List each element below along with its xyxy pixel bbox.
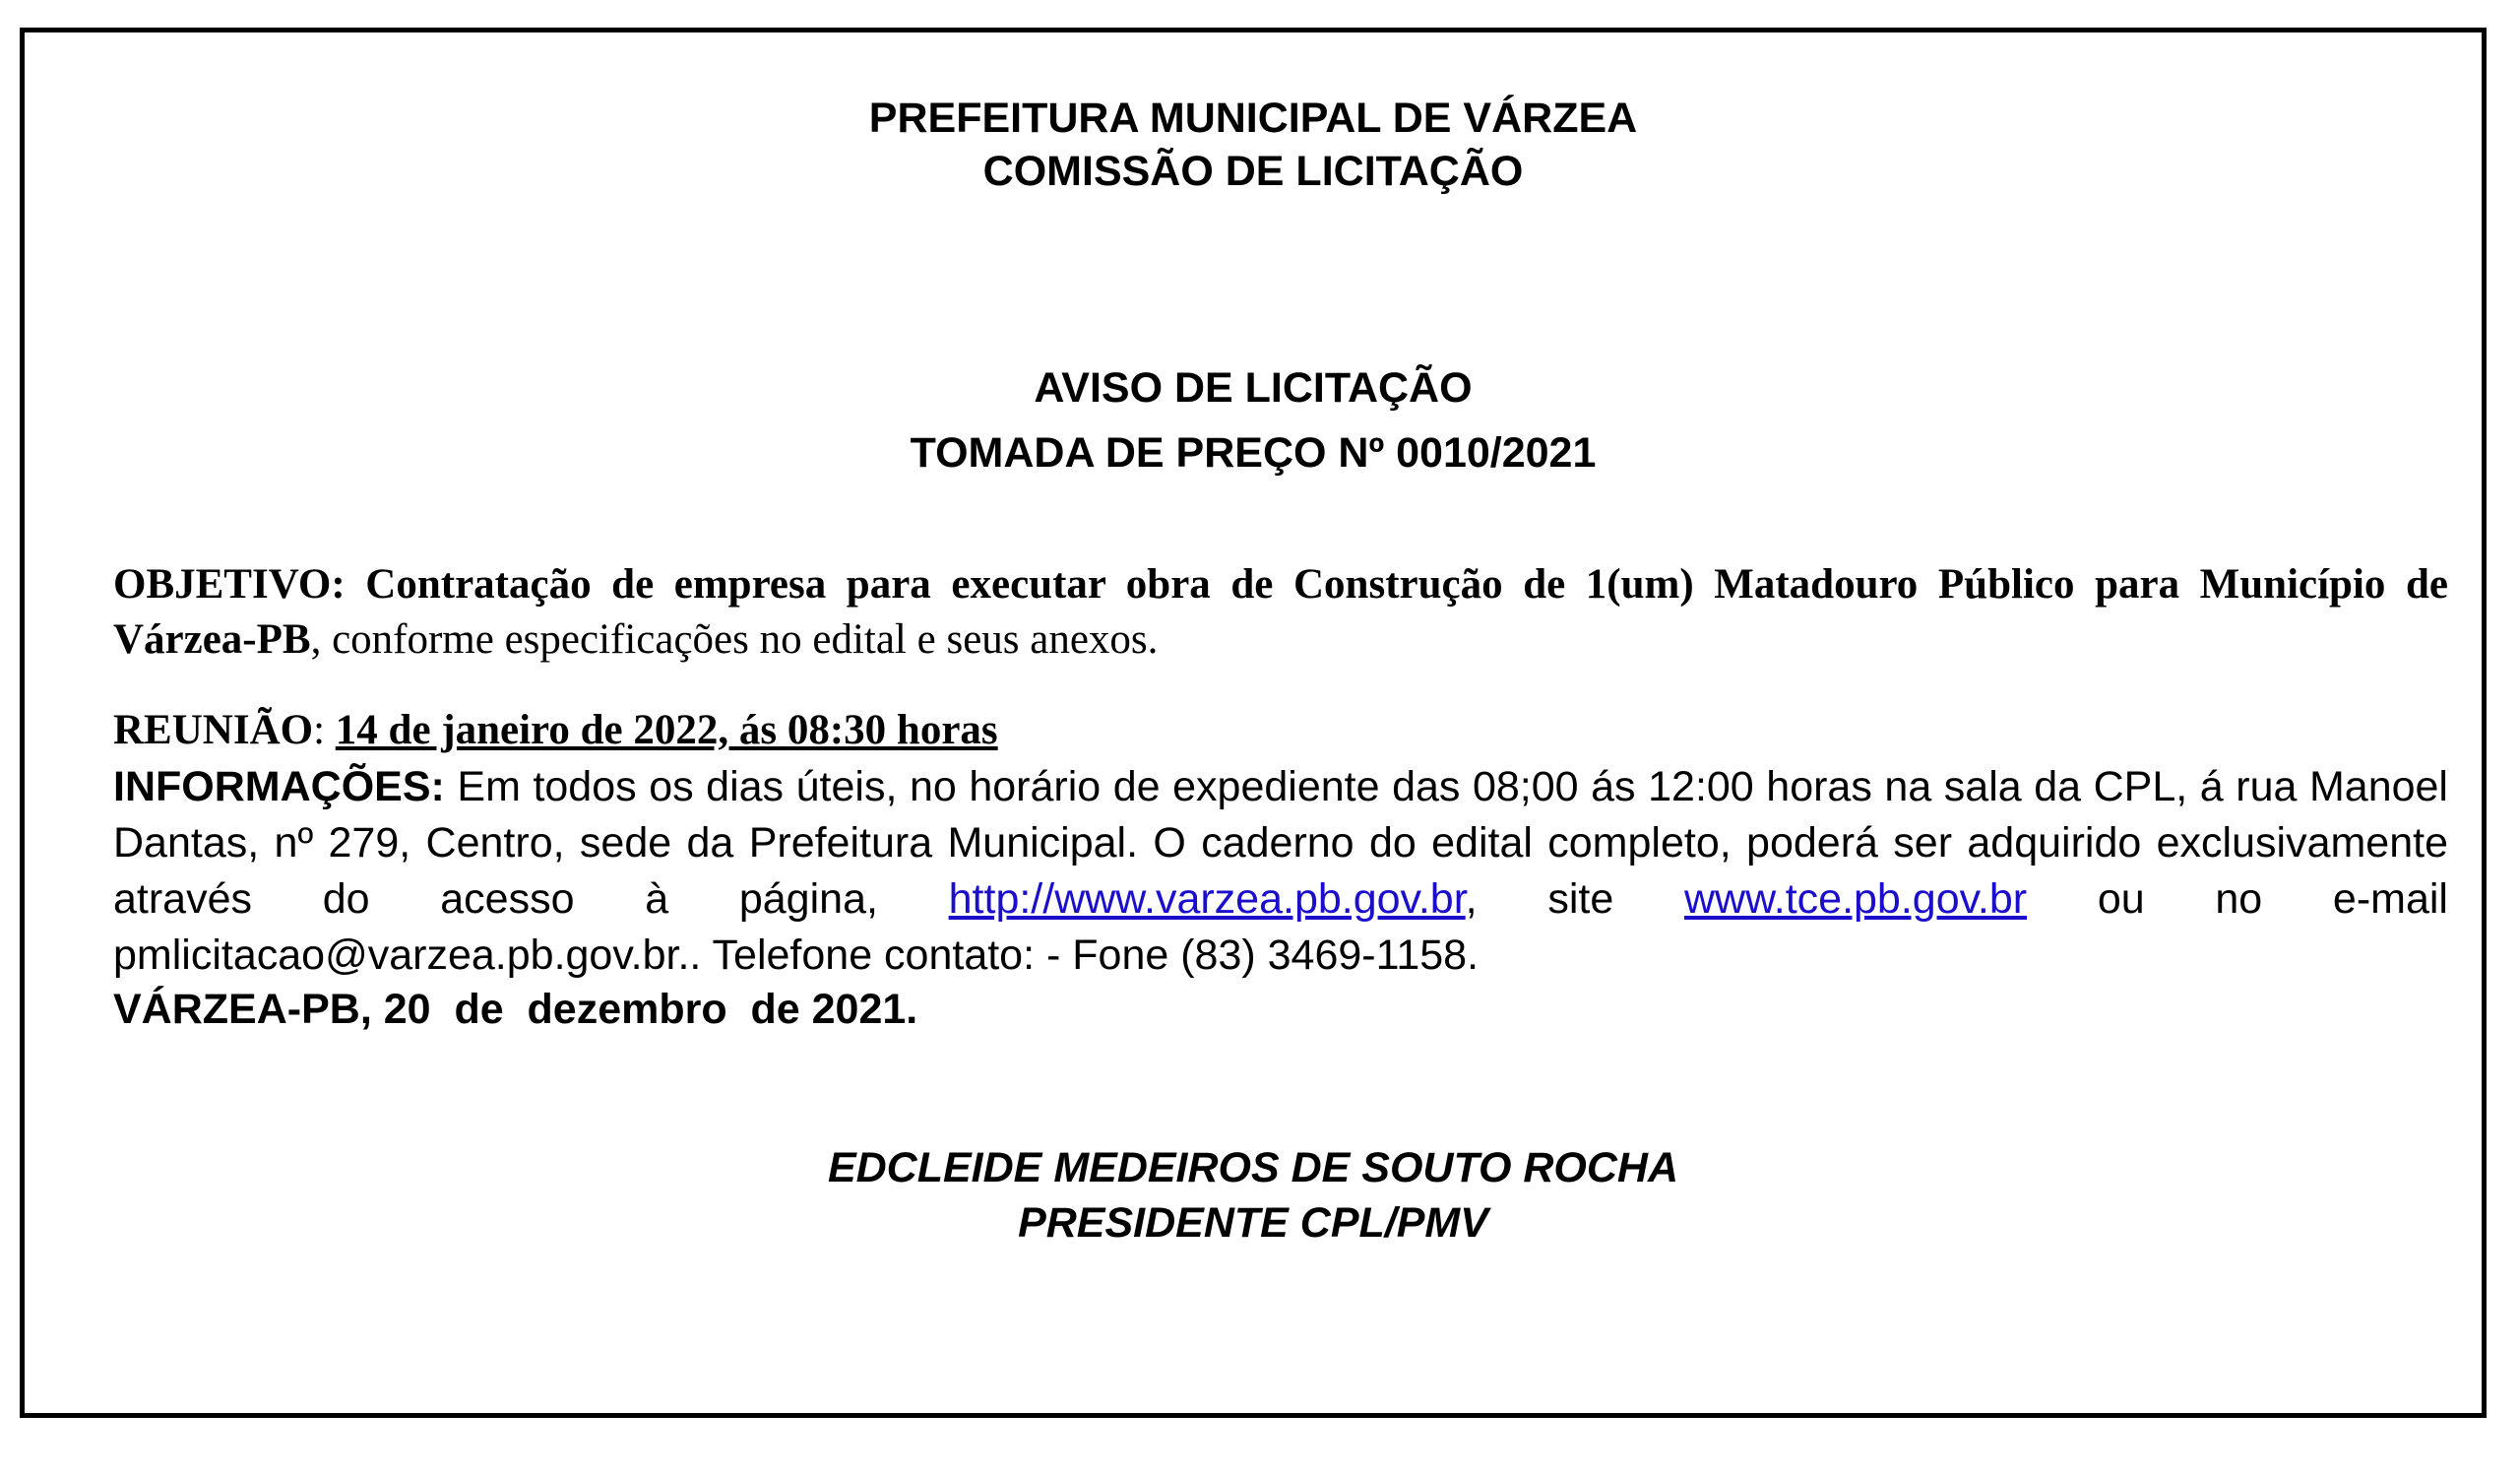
notice-frame: [20, 28, 2487, 1418]
meeting-datetime: 14 de janeiro de 2022, ás 08:30 horas: [335, 707, 998, 753]
notice-title: AVISO DE LICITAÇÃO: [1034, 364, 1473, 412]
objective-label: OBJETIVO:: [113, 561, 346, 608]
place-date-line: VÁRZEA-PB, 20 de dezembro de 2021.: [113, 986, 918, 1033]
objective-normal-text: , conforme especificações no edital e seus anexos.: [310, 616, 1159, 663]
tce-site-link[interactable]: www.tce.pb.gov.br: [1683, 875, 2028, 923]
info-paragraph: [113, 759, 2448, 984]
meeting-separator: :: [313, 707, 336, 753]
varzea-site-link[interactable]: http://www.varzea.pb.gov.br: [948, 875, 1466, 923]
info-text-1: Em todos os dias úteis, no horário de expediente das 08;00 ás 12:00 horas na sala da CPL, á rua Manoel Dantas, nº 279, Centro, sede da Prefeitura Municipal. O caderno do edital completo, poderá ser adquirido exclusivamente através do acesso à página,: [113, 763, 2448, 923]
header-commission: COMISSÃO DE LICITAÇÃO: [982, 148, 1524, 195]
header-municipality: PREFEITURA MUNICIPAL DE VÁRZEA: [868, 95, 1638, 142]
objective-paragraph: [113, 557, 2448, 668]
objective-bold-text: Contratação de empresa para executar obra de Construção de 1(um) Matadouro Público para Município de Várzea-PB: [113, 561, 2449, 663]
signatory-role: PRESIDENTE CPL/PMV: [1018, 1199, 1488, 1247]
info-label: INFORMAÇÕES:: [113, 763, 445, 810]
meeting-paragraph: [113, 703, 2448, 758]
meeting-label: REUNIÃO: [113, 707, 314, 753]
notice-subtitle: TOMADA DE PREÇO Nº 0010/2021: [910, 429, 1597, 477]
info-text-2: , site: [1465, 875, 1684, 923]
signatory-name: EDCLEIDE MEDEIROS DE SOUTO ROCHA: [827, 1144, 1679, 1191]
info-text-3: ou no e-mail pmlicitacao@varzea.pb.gov.br.. Telefone contato: - Fone (83) 3469-1158.: [113, 875, 2448, 979]
